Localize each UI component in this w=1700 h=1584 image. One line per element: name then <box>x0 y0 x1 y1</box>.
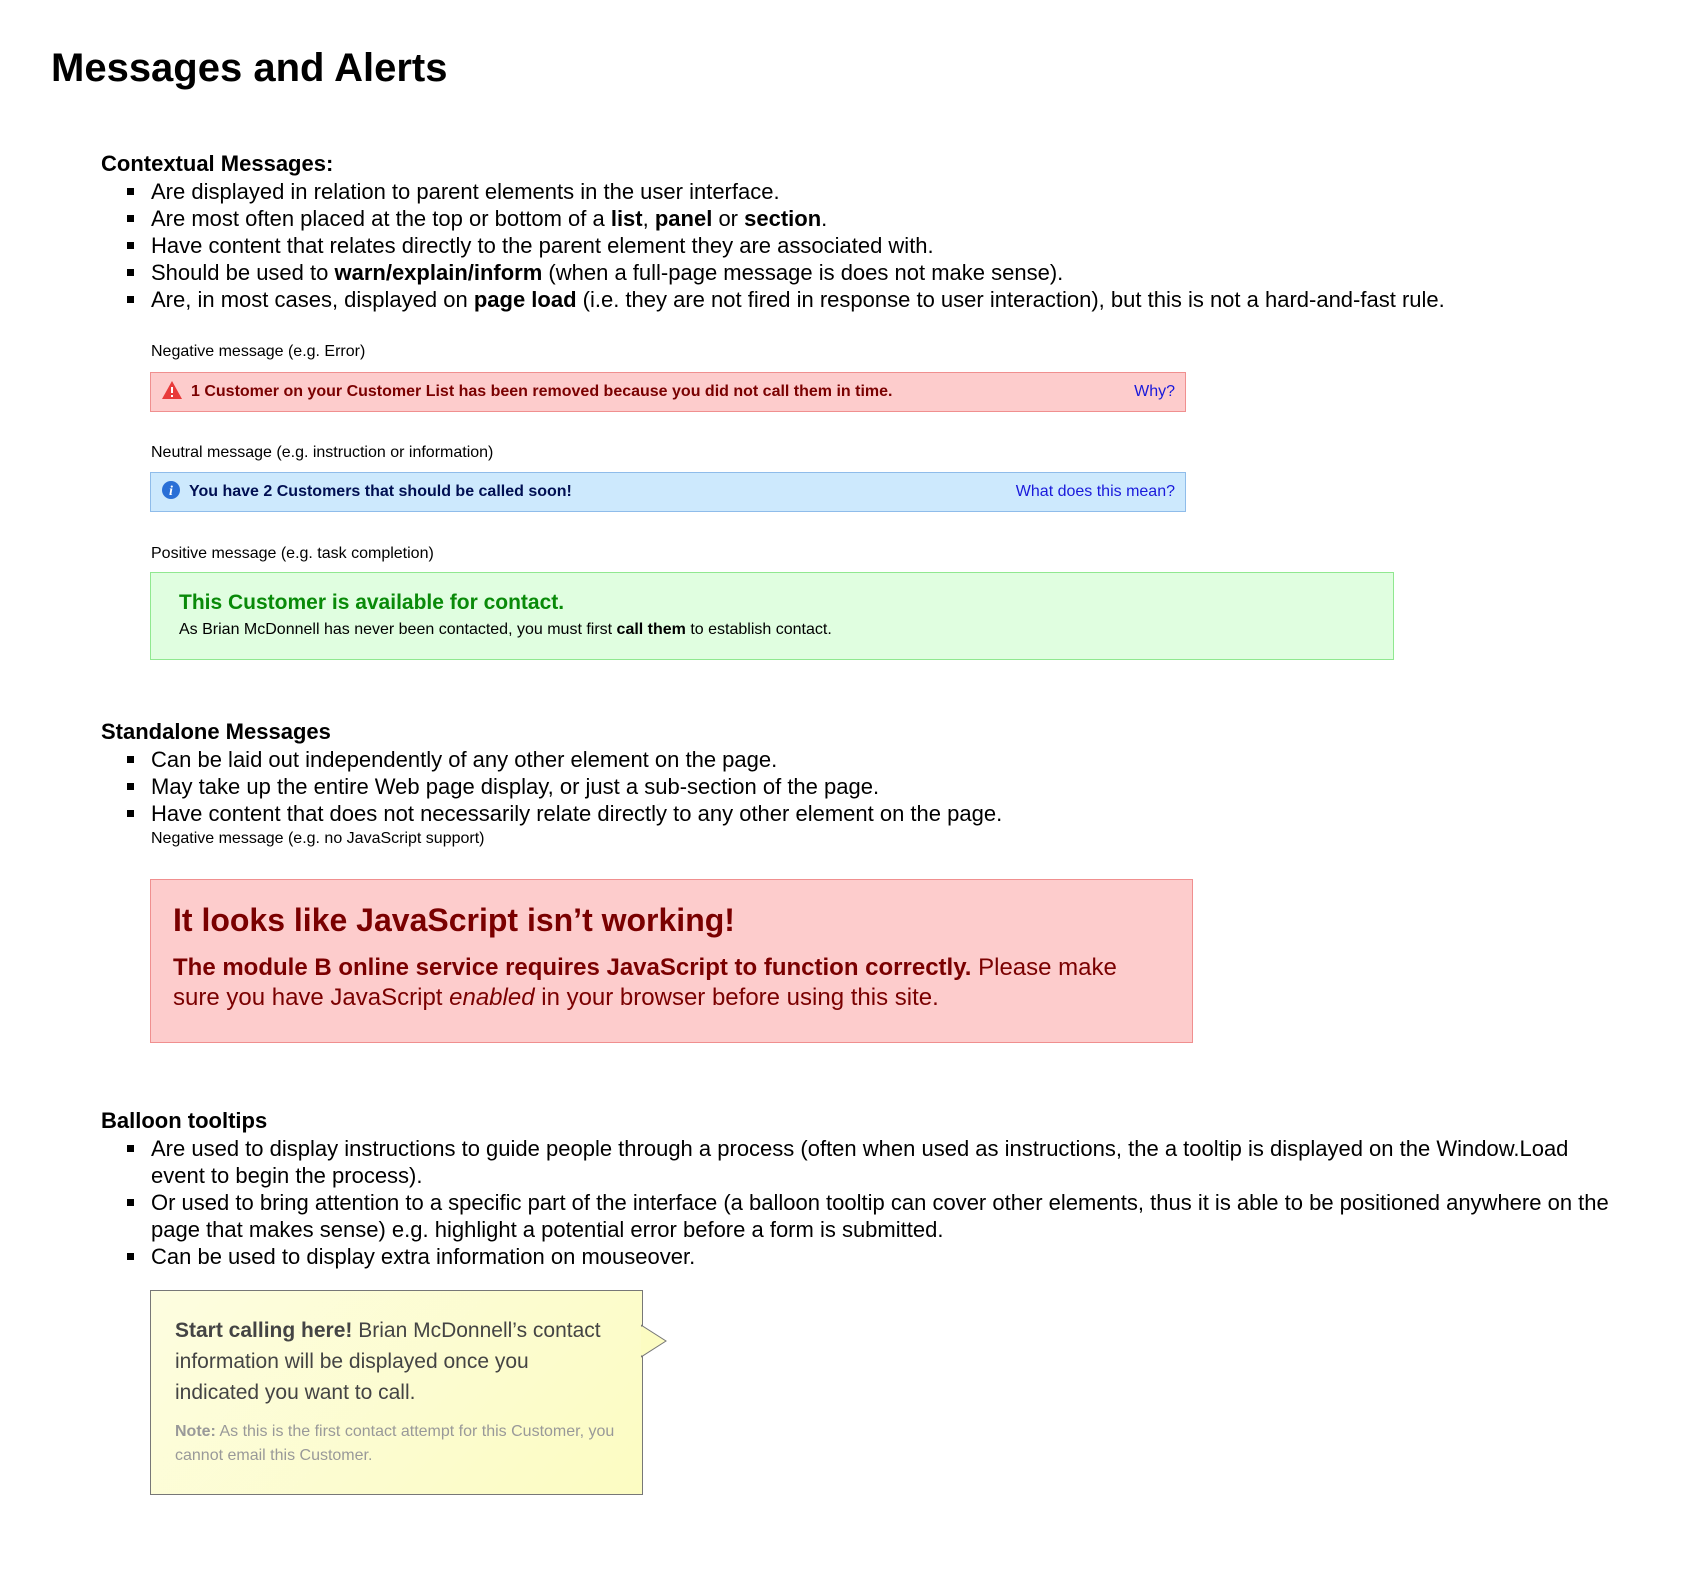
list-item: Are most often placed at the top or bottom of a list, panel or section. <box>101 205 1445 232</box>
page-title: Messages and Alerts <box>51 46 448 90</box>
list-item: Should be used to warn/explain/inform (when a full-page message is does not make sense). <box>101 259 1445 286</box>
why-link[interactable]: Why? <box>1134 383 1175 400</box>
javascript-warning-box <box>150 879 1193 1043</box>
list-item: Are displayed in relation to parent elements in the user interface. <box>101 178 1445 205</box>
neutral-message-bar <box>150 472 1186 512</box>
list-item: Can be used to display extra information on mouseover. <box>101 1243 1621 1270</box>
negative-message-text: 1 Customer on your Customer List has been removed because you did not call them in time. <box>191 383 893 400</box>
standalone-bullet-list <box>101 746 1002 827</box>
positive-message-box <box>150 572 1394 660</box>
tooltips-section-title: Balloon tooltips <box>101 1108 268 1133</box>
balloon-tooltip-message: Start calling here! Brian McDonnell’s contact information will be displayed once you indicated you want to call. <box>175 1319 601 1404</box>
list-item: Have content that relates directly to the parent element they are associated with. <box>101 232 1445 259</box>
standalone-caption: Negative message (e.g. no JavaScript support) <box>151 830 485 847</box>
warning-triangle-icon <box>161 380 183 405</box>
what-does-this-mean-link[interactable]: What does this mean? <box>1015 483 1175 500</box>
javascript-warning-text: The module B online service requires JavaScript to function correctly. Please make sure you have JavaScript enabled in your browser before using this site. <box>173 954 1117 1011</box>
info-circle-icon <box>161 480 181 505</box>
list-item: Are used to display instructions to guide people through a process (often when used as instructions, the a tooltip is displayed on the Window.Load event to begin the process). <box>101 1135 1621 1189</box>
list-item: Or used to bring attention to a specific part of the interface (a balloon tooltip can cover other elements, thus it is able to be positioned anywhere on the page that makes sense) e.g. highlight a potential error before a form is submitted. <box>101 1189 1621 1243</box>
neutral-message-caption: Neutral message (e.g. instruction or information) <box>151 444 494 461</box>
svg-text:i: i <box>169 483 173 499</box>
list-item: Are, in most cases, displayed on page load (i.e. they are not fired in response to user interaction), but this is not a hard-and-fast rule. <box>101 286 1445 313</box>
contextual-bullet-list <box>101 178 1445 313</box>
positive-message-caption: Positive message (e.g. task completion) <box>151 545 434 562</box>
balloon-tooltip-note: Note: As this is the first contact attempt for this Customer, you cannot email this Customer. <box>175 1423 615 1464</box>
list-item: May take up the entire Web page display, or just a sub-section of the page. <box>101 773 1002 800</box>
balloon-tooltip <box>150 1290 643 1495</box>
negative-message-caption: Negative message (e.g. Error) <box>151 343 366 360</box>
negative-message-bar <box>150 372 1186 412</box>
balloon-tooltip-pointer <box>641 1324 667 1358</box>
positive-message-title: This Customer is available for contact. <box>179 591 565 614</box>
javascript-warning-heading: It looks like JavaScript isn’t working! <box>173 902 735 938</box>
contextual-section-title: Contextual Messages: <box>101 151 334 176</box>
list-item: Have content that does not necessarily relate directly to any other element on the page. <box>101 800 1002 827</box>
positive-message-text: As Brian McDonnell has never been contacted, you must first call them to establish contact. <box>179 621 832 638</box>
list-item: Can be laid out independently of any other element on the page. <box>101 746 1002 773</box>
standalone-section-title: Standalone Messages <box>101 719 331 744</box>
tooltips-bullet-list <box>101 1135 1621 1270</box>
neutral-message-text: You have 2 Customers that should be called soon! <box>189 483 572 500</box>
